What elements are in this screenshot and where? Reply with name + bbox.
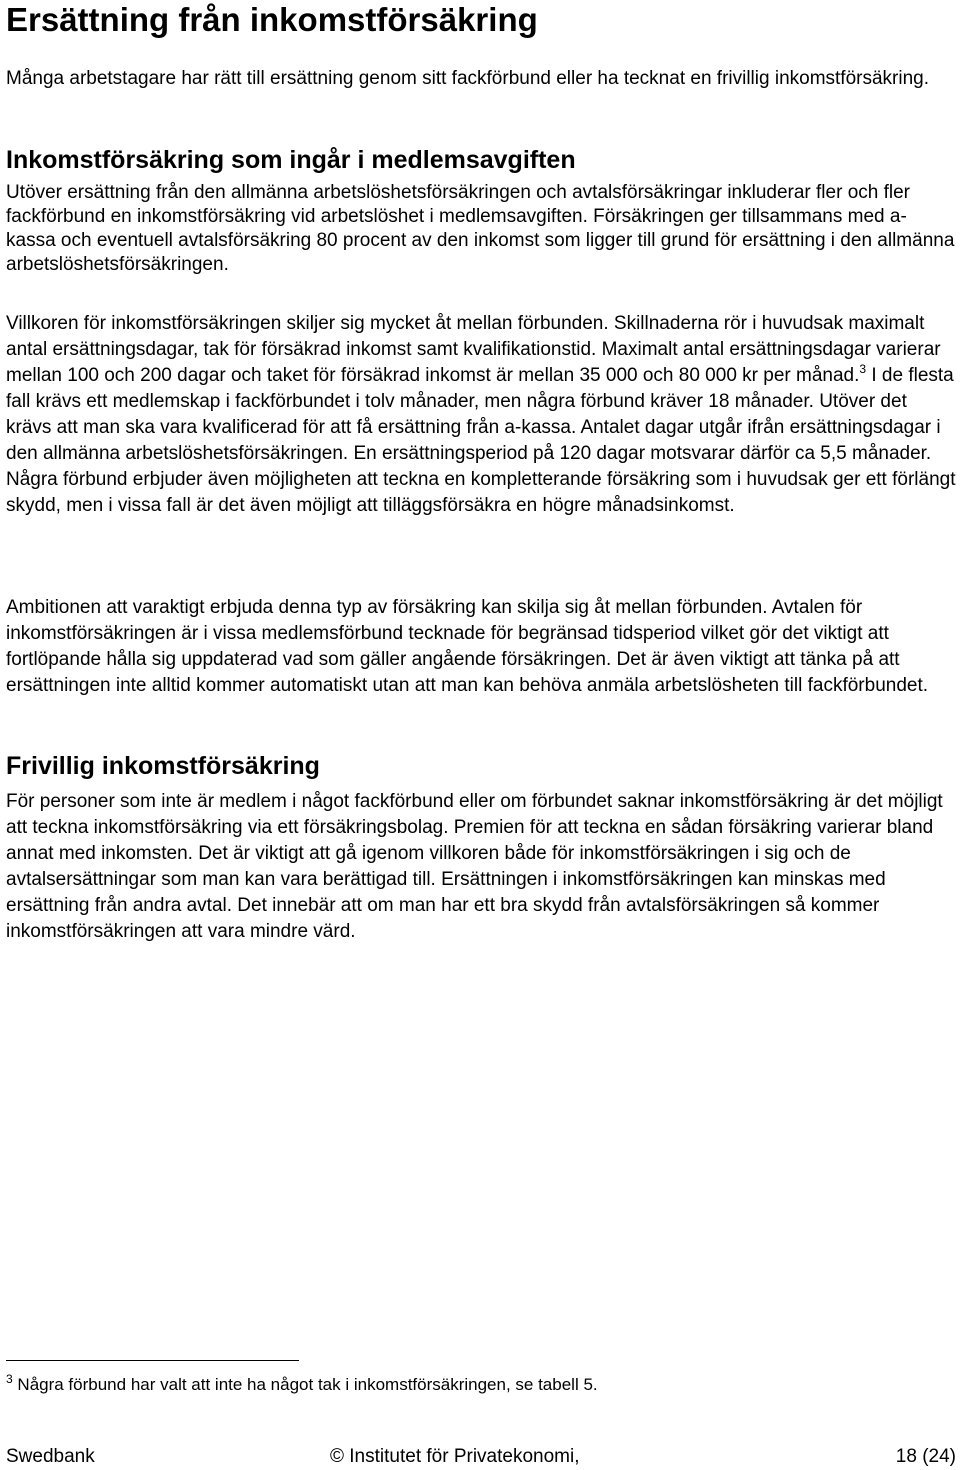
- footnote-text: Några förbund har valt att inte ha något tak i inkomstförsäkringen, se tabell 5.: [12, 1375, 598, 1394]
- page-title: Ersättning från inkomstförsäkring: [6, 1, 538, 38]
- section-heading-voluntary: Frivillig inkomstförsäkring: [6, 752, 320, 780]
- footer-copyright: © Institutet för Privatekonomi,: [330, 1446, 580, 1467]
- footnote-reference: 3: [859, 362, 867, 376]
- footer-page-number: 18 (24): [895, 1446, 956, 1467]
- footer-publisher: Swedbank: [6, 1446, 95, 1467]
- footnote-number: 3: [6, 1372, 13, 1386]
- footnote-divider: [6, 1360, 299, 1361]
- footnote: [6, 1373, 598, 1397]
- section-heading-included: Inkomstförsäkring som ingår i medlemsavgiften: [6, 146, 576, 174]
- section1-paragraph-1: Utöver ersättning från den allmänna arbetslöshetsförsäkringen och avtalsförsäkringar inkluderar fler och fler fackförbund en inkomstförsäkring vid arbetslöshet i medlemsavgiften. Försäkringen ger tillsammans med a-kassa och eventuell avtalsförsäkring 80 procent av den inkomst som ligger till grund för ersättning i den allmänna arbetslöshetsförsäkringen.: [6, 182, 955, 275]
- page-footer: [6, 1444, 956, 1470]
- section2-paragraph-1: För personer som inte är medlem i något fackförbund eller om förbundet saknar inkomstförsäkring är det möjligt att teckna inkomstförsäkring via ett försäkringsbolag. Premien för att teckna en sådan försäkring varierar bland annat med inkomsten. Det är viktigt att gå igenom villkoren både för inkomstförsäkringen i sig och de avtalsersättningar som man kan vara berättigad till. Ersättningen i inkomstförsäkringen kan minskas med ersättning från andra avtal. Det innebär att om man har ett bra skydd från avtalsförsäkringen så kommer inkomstförsäkringen att vara mindre värd.: [6, 791, 943, 942]
- section1-paragraph-2: [6, 311, 956, 519]
- intro-paragraph: Många arbetstagare har rätt till ersättning genom sitt fackförbund eller ha tecknat en frivillig inkomstförsäkring.: [6, 68, 930, 89]
- section1-paragraph-2-part-b: I de flesta fall krävs ett medlemskap i fackförbundet i tolv månader, men några förbund kräver 18 månader. Utöver det krävs att man ska vara kvalificerad för att få ersättning från a-kassa. Antalet dagar utgår ifrån ersättningsdagar i den allmänna arbetslöshetsförsäkringen. En ersättningsperiod på 120 dagar motsvarar därför ca 5,5 månader. Några förbund erbjuder även möjligheten att teckna en kompletterande försäkring som i huvudsak ger ett förlängt skydd, men i vissa fall är det även möjligt att tilläggsförsäkra en högre månadsinkomst.: [6, 365, 956, 516]
- section1-paragraph-2-part-a: Villkoren för inkomstförsäkringen skiljer sig mycket åt mellan förbunden. Skillnaderna rör i huvudsak maximalt antal ersättningsdagar, tak för försäkrad inkomst samt kvalifikationstid. Maximalt antal ersättningsdagar varierar mellan 100 och 200 dagar och taket för försäkrad inkomst är mellan 35 000 och 80 000 kr per månad.: [6, 313, 941, 386]
- section1-paragraph-3: Ambitionen att varaktigt erbjuda denna typ av försäkring kan skilja sig åt mellan förbunden. Avtalen för inkomstförsäkringen är i vissa medlemsförbund tecknade för begränsad tidsperiod vilket gör det viktigt att fortlöpande hålla sig uppdaterad vad som gäller angående försäkringen. Det är även viktigt att tänka på att ersättningen inte alltid kommer automatiskt utan att man kan behöva anmäla arbetslösheten till fackförbundet.: [6, 597, 929, 696]
